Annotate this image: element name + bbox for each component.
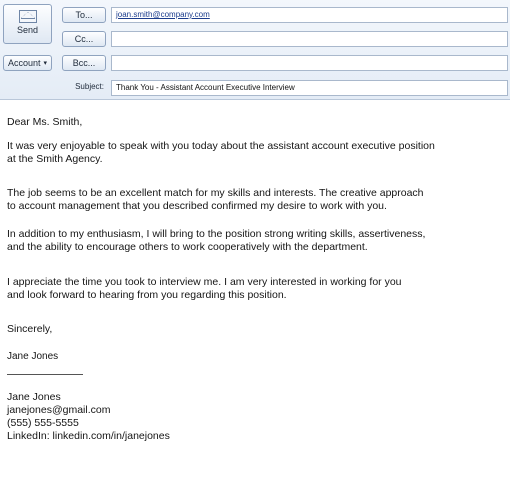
account-button-label: Account bbox=[7, 58, 41, 68]
paragraph-line: It was very enjoyable to speak with you today about the assistant account executive position bbox=[7, 140, 435, 152]
signature-name: Jane Jones bbox=[7, 391, 61, 403]
sender-name: Jane Jones bbox=[7, 351, 59, 362]
paragraph-1 bbox=[7, 140, 435, 166]
chevron-down-icon: ▾ bbox=[43, 60, 48, 67]
paragraph-line: In addition to my enthusiasm, I will bring to the position strong writing skills, assertiveness, bbox=[7, 228, 426, 240]
paragraph-line: The job seems to be an excellent match for my skills and interests. The creative approach bbox=[7, 187, 424, 199]
signature-linkedin: LinkedIn: linkedin.com/in/janejones bbox=[7, 430, 170, 442]
paragraph-line: to account management that you described confirmed my desire to work with you. bbox=[7, 200, 387, 212]
signature-phone: (555) 555-5555 bbox=[7, 417, 79, 429]
paragraph-line: at the Smith Agency. bbox=[7, 153, 103, 165]
envelope-icon bbox=[19, 10, 37, 23]
closing: Sincerely, bbox=[7, 323, 53, 335]
signature-email: janejones@gmail.com bbox=[7, 404, 111, 416]
bcc-field[interactable] bbox=[111, 55, 508, 71]
send-button-label: Send bbox=[16, 25, 39, 35]
send-button[interactable] bbox=[3, 4, 52, 44]
signature-divider bbox=[7, 374, 83, 375]
paragraph-line: I appreciate the time you took to interview me. I am very interested in working for you bbox=[7, 276, 402, 288]
paragraph-line: and the ability to encourage others to work cooperatively with the department. bbox=[7, 241, 368, 253]
paragraph-3 bbox=[7, 228, 425, 254]
cc-button[interactable]: Cc... bbox=[62, 31, 106, 47]
to-recipient[interactable]: joan.smith@company.com bbox=[116, 10, 210, 19]
subject-label: Subject: bbox=[75, 82, 104, 91]
paragraph-line: and look forward to hearing from you regarding this position. bbox=[7, 289, 287, 301]
to-button[interactable]: To... bbox=[62, 7, 106, 23]
greeting: Dear Ms. Smith, bbox=[7, 116, 83, 128]
paragraph-4 bbox=[7, 276, 402, 302]
paragraph-2 bbox=[7, 187, 424, 213]
account-button[interactable] bbox=[3, 55, 52, 71]
subject-field[interactable]: Thank You - Assistant Account Executive Interview bbox=[111, 80, 508, 96]
cc-field[interactable] bbox=[111, 31, 508, 47]
compose-header bbox=[0, 0, 510, 100]
bcc-button[interactable]: Bcc... bbox=[62, 55, 106, 71]
to-field[interactable] bbox=[111, 7, 508, 23]
